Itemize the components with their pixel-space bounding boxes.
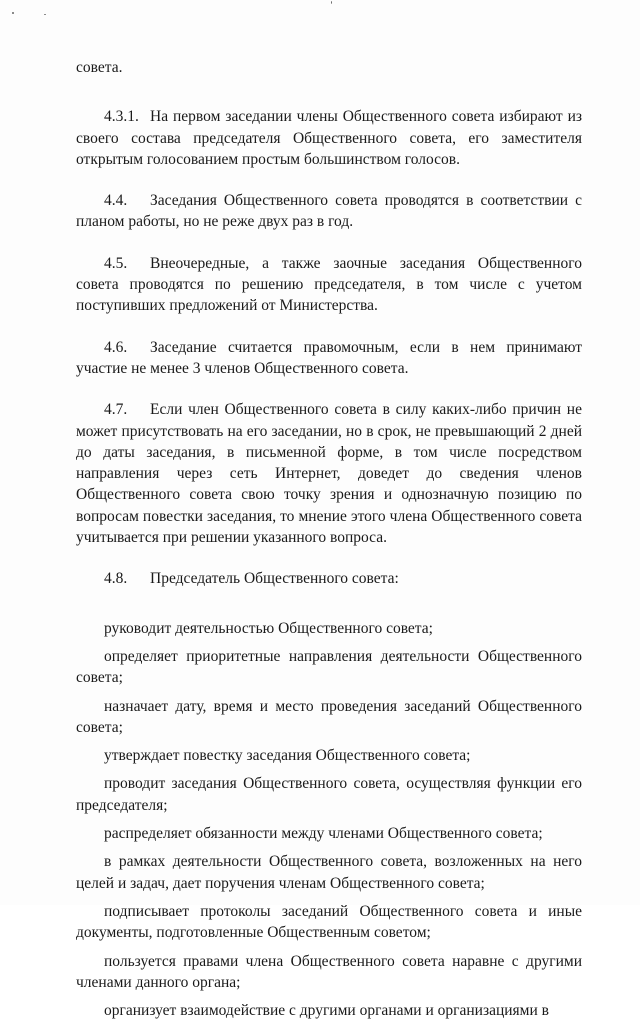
document-body	[76, 57, 582, 1021]
clause-text: Председатель Общественного совета:	[150, 570, 399, 588]
clause-text: Внеочередные, а также заочные заседания Общественного совета проводятся по решению председателя, в том числе с учетом поступивших предложений от Министерства.	[76, 254, 582, 315]
clause-number: 4.5.	[104, 254, 128, 272]
scan-speck	[331, 1, 332, 4]
scan-speck	[44, 14, 46, 15]
clause-4-5	[76, 253, 582, 317]
clause-number: 4.8.	[104, 570, 128, 588]
duty-item: подписывает протоколы заседаний Общественного совета и иные документы, подготовленные Общественным советом;	[76, 902, 582, 942]
clause-number: 4.7.	[104, 401, 128, 419]
clause-number: 4.3.1.	[104, 108, 139, 126]
clause-text: Заседание считается правомочным, если в нем принимают участие не менее 3 членов Общественного совета.	[76, 338, 582, 377]
clause-text: Заседания Общественного совета проводятся в соответствии с планом работы, но не реже двух раз в год.	[76, 192, 582, 231]
duty-item: распределяет обязанности между членами Общественного совета;	[104, 825, 543, 843]
duty-item: организует взаимодействие с другими органами и организациями в	[104, 1002, 549, 1020]
scan-speck	[12, 12, 14, 14]
duty-item: руководит деятельностью Общественного совета;	[104, 619, 433, 637]
chairman-duties-list	[76, 618, 582, 1021]
clause-4-8	[76, 568, 582, 589]
clause-4-3-1	[76, 106, 582, 170]
clause-number: 4.6.	[104, 338, 128, 356]
clause-text: На первом заседании члены Общественного совета избирают из своего состава председателя Общественного совета, его заместителя открытым голосованием простым большинством голосов.	[76, 108, 582, 168]
duty-item: назначает дату, время и место проведения заседаний Общественного совета;	[76, 697, 582, 736]
clause-4-4	[76, 190, 582, 233]
clause-4-7	[76, 399, 582, 548]
duty-item: определяет приоритетные направления деятельности Общественного совета;	[76, 647, 582, 687]
duty-item: пользуется правами члена Общественного совета наравне с другими членами данного органа;	[76, 952, 582, 991]
clause-number: 4.4.	[104, 192, 128, 210]
clause-4-6	[76, 337, 582, 380]
clause-text: Если член Общественного совета в силу каких-либо причин не может присутствовать на его заседании, но в срок, не превышающий 2 дней до даты заседания, в письменной форме, в том числе посредством направления через сеть Интернет, доведет до сведения членов Общественного совета свою точку зрения и однозначную позицию по вопросам повестки заседания, то мнение этого члена Общественного совета учитывается при решении указанного вопроса.	[76, 401, 582, 547]
duty-item: проводит заседания Общественного совета, осуществляя функции его председателя;	[76, 775, 582, 814]
intro-text: совета.	[76, 59, 123, 76]
duty-item: утверждает повестку заседания Общественного совета;	[104, 747, 471, 765]
duty-item: в рамках деятельности Общественного совета, возложенных на него целей и задач, дает поручения членам Общественного совета;	[76, 853, 582, 892]
